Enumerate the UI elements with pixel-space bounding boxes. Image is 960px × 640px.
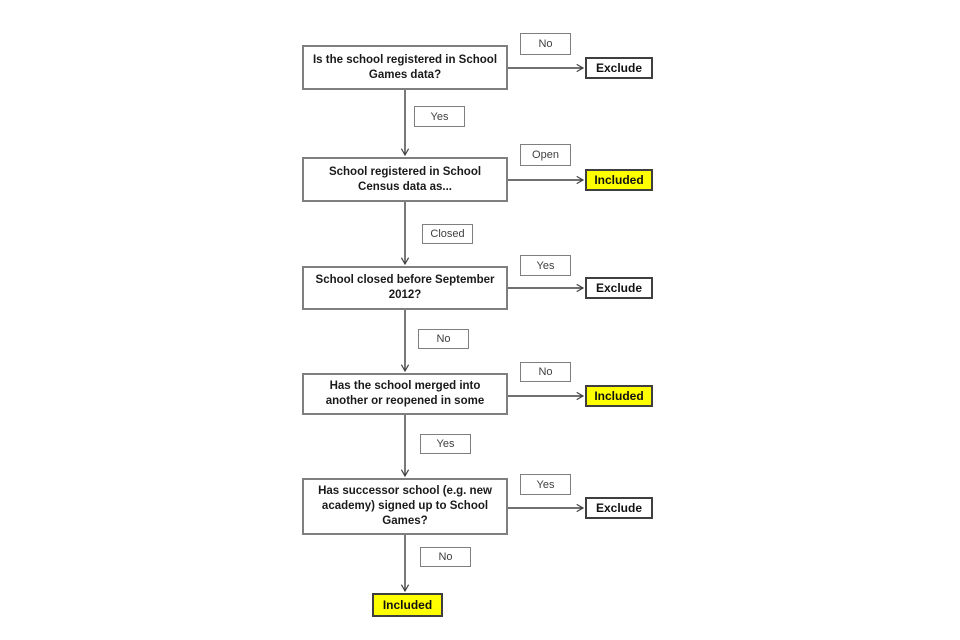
branch-label-1: No <box>520 33 571 55</box>
question-box-1: Is the school registered in School Games data? <box>302 45 508 90</box>
result-box-4: Included <box>585 385 653 407</box>
down-label-5: No <box>420 547 471 567</box>
branch-label-3: Yes <box>520 255 571 276</box>
down-label-2: Closed <box>422 224 473 244</box>
down-label-1: Yes <box>414 106 465 127</box>
final-result-box: Included <box>372 593 443 617</box>
result-box-3: Exclude <box>585 277 653 299</box>
down-label-3: No <box>418 329 469 349</box>
down-label-4: Yes <box>420 434 471 454</box>
question-box-3: School closed before September 2012? <box>302 266 508 310</box>
question-box-5: Has successor school (e.g. new academy) signed up to School Games? <box>302 478 508 535</box>
question-box-2: School registered in School Census data as... <box>302 157 508 202</box>
branch-label-2: Open <box>520 144 571 166</box>
result-box-1: Exclude <box>585 57 653 79</box>
branch-label-4: No <box>520 362 571 382</box>
question-box-4: Has the school merged into another or reopened in some <box>302 373 508 415</box>
result-box-2: Included <box>585 169 653 191</box>
result-box-5: Exclude <box>585 497 653 519</box>
branch-label-5: Yes <box>520 474 571 495</box>
